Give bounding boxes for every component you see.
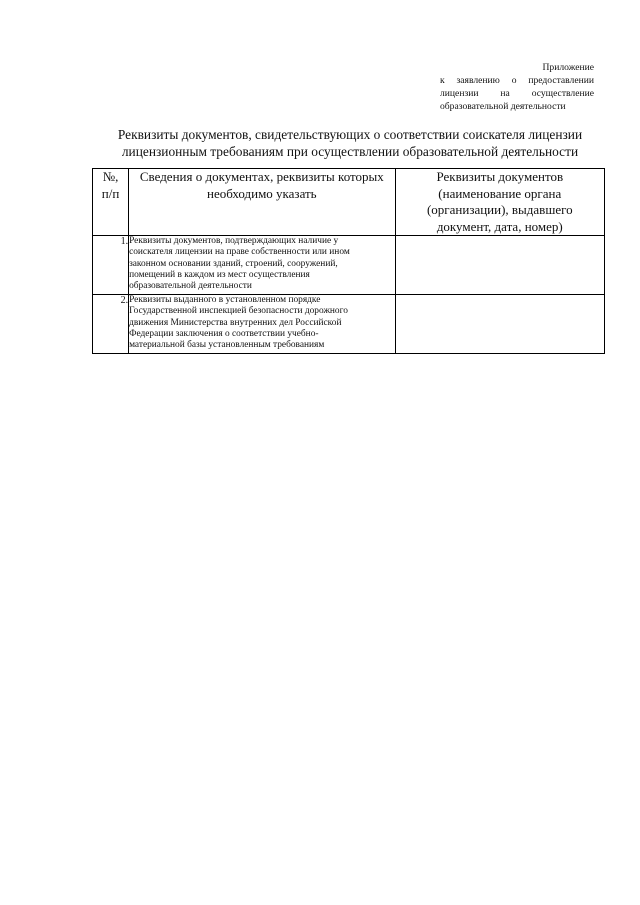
appendix-line: лицензии на осуществление <box>440 88 594 99</box>
row-number: 1. <box>93 236 129 295</box>
title-line: Реквизиты документов, свидетельствующих о соответствии соискателя лицензии <box>117 127 583 142</box>
appendix-line: к заявлению о предоставлении <box>440 75 594 86</box>
info-line: соискателя лицензии на праве собственности или ином <box>129 247 350 258</box>
header-line: №, <box>102 169 119 184</box>
info-line: законном основании зданий, строений, сооружений, <box>129 258 338 269</box>
header-line: п/п <box>101 185 120 201</box>
row-number: 2. <box>93 295 129 354</box>
info-line: помещений в каждом из мест осуществления <box>129 269 310 280</box>
info-line: материальной базы установленным требованиям <box>129 340 325 351</box>
document-title <box>100 126 600 160</box>
header-info <box>129 169 396 236</box>
appendix-note <box>440 61 594 113</box>
title-line: лицензионным требованиям при осуществлении образовательной деятельности <box>121 144 579 159</box>
header-line: Реквизиты документов <box>436 169 564 184</box>
table-row <box>93 295 605 354</box>
header-number <box>93 169 129 236</box>
appendix-line: образовательной деятельности <box>440 101 566 112</box>
appendix-line: Приложение <box>542 62 594 73</box>
row-requisites-cell[interactable] <box>395 295 604 354</box>
row-requisites-cell[interactable] <box>395 236 604 295</box>
requisites-table <box>92 168 605 354</box>
header-line: (наименование органа <box>438 185 562 201</box>
table-header-row <box>93 169 605 236</box>
row-info <box>129 295 396 354</box>
header-line: необходимо указать <box>207 185 317 201</box>
info-line: движения Министерства внутренних дел Российской <box>129 317 342 328</box>
info-line: образовательной деятельности <box>129 281 252 292</box>
info-line: Государственной инспекцией безопасности дорожного <box>129 306 348 317</box>
row-info <box>129 236 396 295</box>
table-row <box>93 236 605 295</box>
header-line: документ, дата, номер) <box>436 218 563 234</box>
info-line: Реквизиты документов, подтверждающих наличие у <box>129 236 339 246</box>
header-line: (организации), выдавшего <box>426 202 573 217</box>
header-line: Сведения о документах, реквизиты которых <box>139 169 384 184</box>
info-line: Реквизиты выданного в установленном порядке <box>129 295 321 305</box>
header-requisites <box>395 169 604 236</box>
info-line: Федерации заключения о соответствии учебно- <box>129 328 319 339</box>
